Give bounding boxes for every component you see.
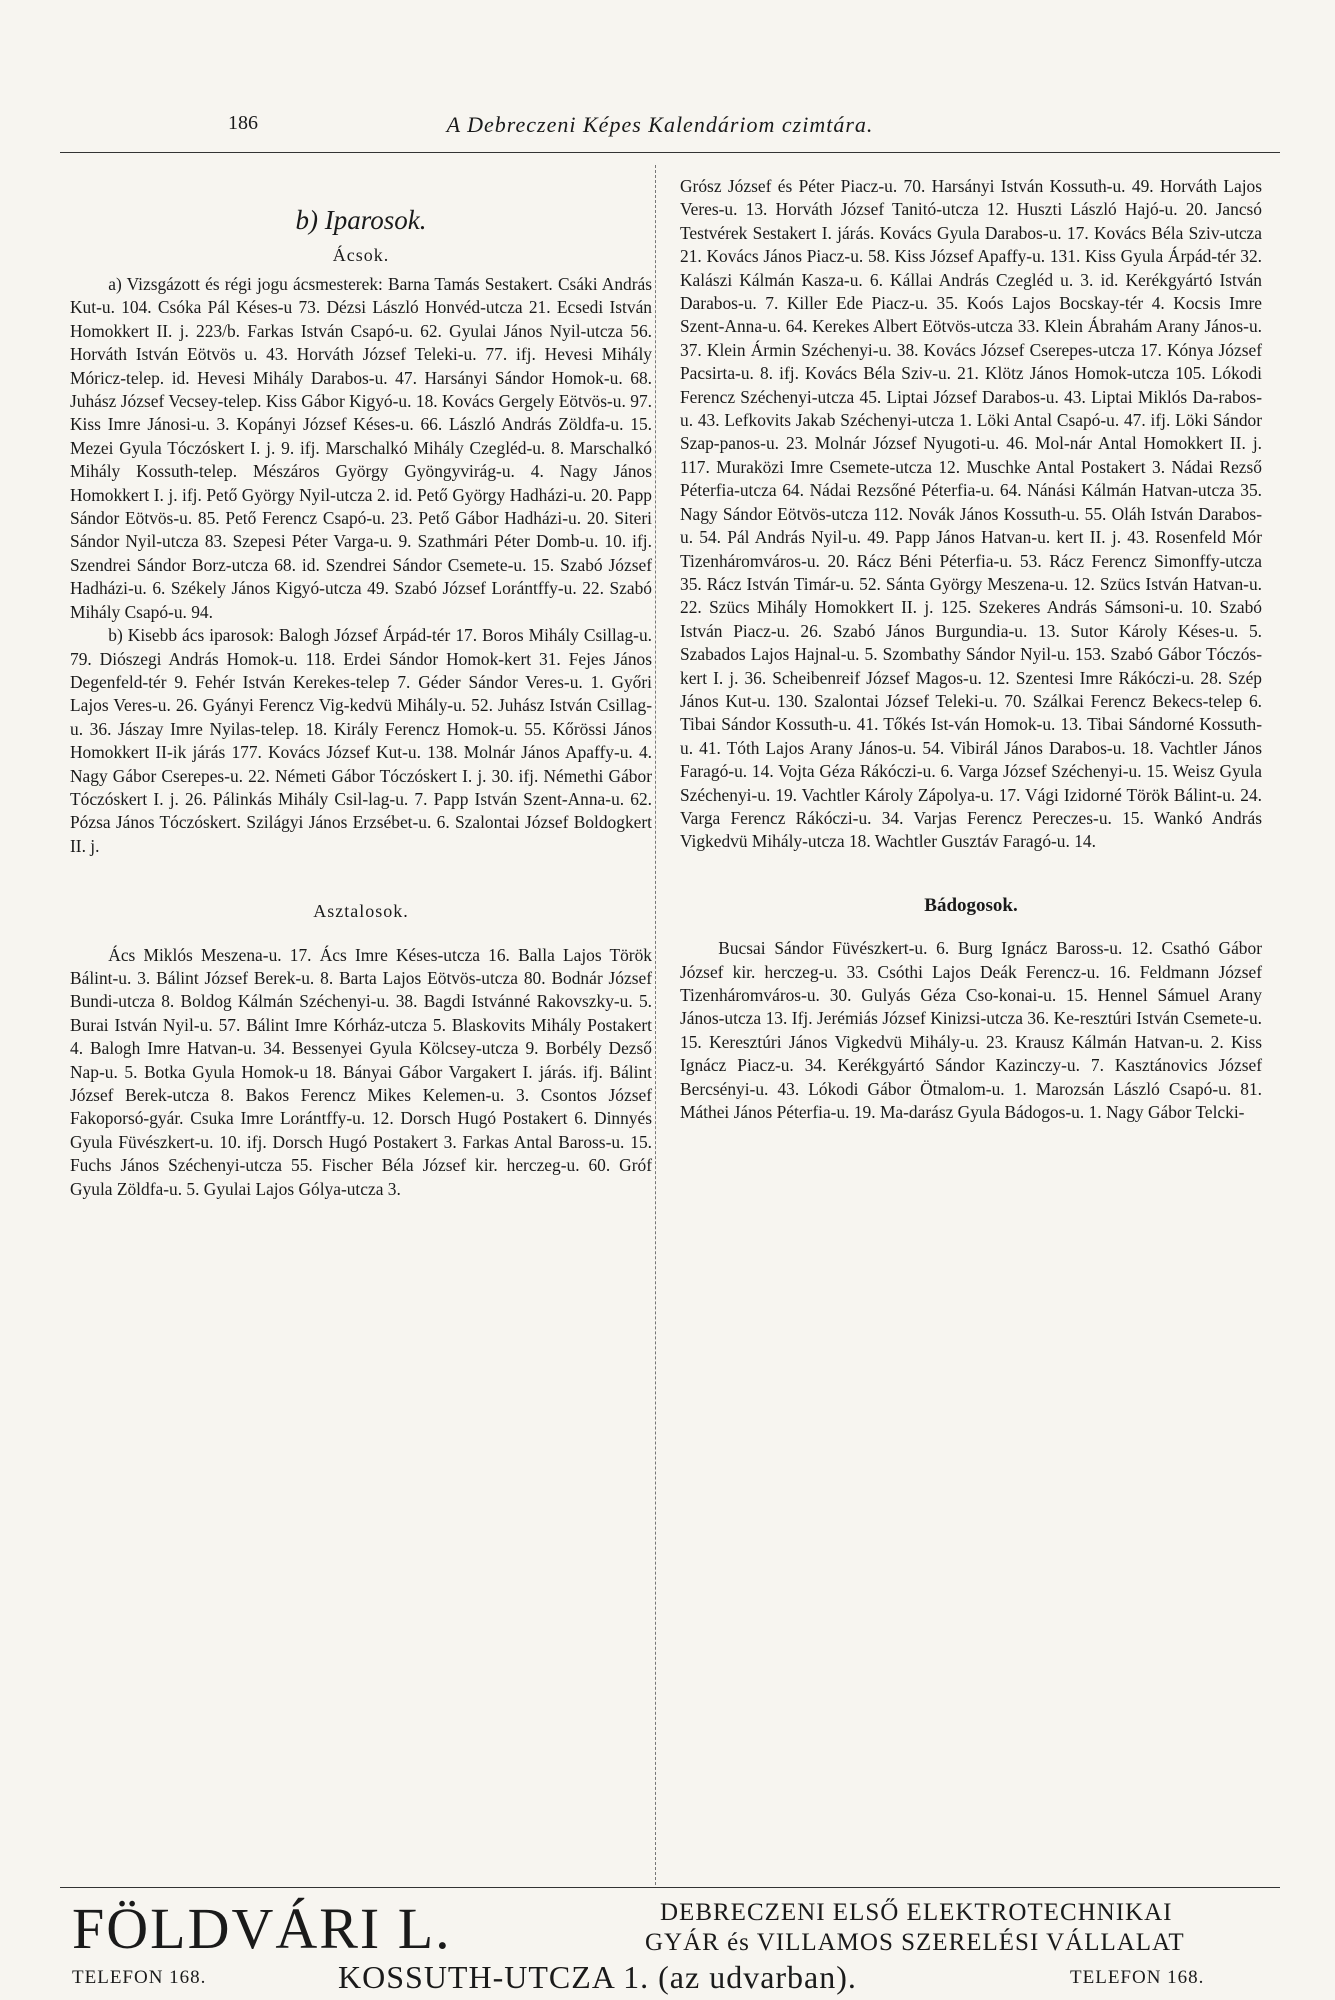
right-column <box>680 175 1262 1124</box>
asztalosok-paragraph: Ács Miklós Meszena-u. 17. Ács Imre Késes-utcza 16. Balla Lajos Török Bálint-u. 3. Bálint József Berek-u. 8. Barta Lajos Eötvös-utcza 80. Bodnár József Bundi-utcza 8. Boldog Kálmán Széchenyi-u. 38. Bagdi Istvánné Rakovszky-u. 5. Burai István Nyil-u. 57. Bálint Imre Kórház-utcza 5. Blaskovits Mihály Postakert 4. Balogh Imre Hatvan-u. 34. Bessenyei Gyula Kölcsey-utcza 9. Borbély Dezső Nap-u. 5. Botka Gyula Homok-u 18. Bányai Gábor Vargakert I. járás. ifj. Bálint József Berek-utcza 8. Bakos Ferencz Mikes Kelemen-u. 3. Csontos József Fakoporsó-gyár. Csuka Imre Lorántffy-u. 12. Dorsch Hugó Postakert 6. Dinnyés Gyula Füvészkert-u. 10. ifj. Dorsch Hugó Postakert 3. Farkas Antal Baross-u. 15. Fuchs János Széchenyi-utcza 55. Fischer Béla József kir. herczeg-u. 60. Gróf Gyula Zöldfa-u. 5. Gyulai Lajos Gólya-utcza 3. <box>70 944 652 1199</box>
header-rule <box>60 152 1280 153</box>
badogosok-paragraph: Bucsai Sándor Füvészkert-u. 6. Burg Ignácz Baross-u. 12. Csathó Gábor József kir. herczeg-u. 33. Csóthi Lajos Deák Ferencz-u. 16. Feldmann József Tizenháromváros-u. 30. Gulyás Géza Cso-konai-u. 15. Hennel Sámuel Arany János-utcza 13. Ifj. Jerémiás József Kinizsi-utcza 36. Ke-resztúri István Csemete-u. 15. Keresztúri János Vigkedvü Mihály-u. 23. Krausz Kálmán Hatvan-u. 2. Kiss Ignácz Piacz-u. 34. Kerékgyártó Sándor Kazinczy-u. 7. Kasztánovics József Bercsényi-u. 43. Lókodi Gábor Ötmalom-u. 1. Marozsán László Csapó-u. 81. Máthei János Péterfia-u. 19. Ma-darász Gyula Bádogos-u. 1. Nagy Gábor Telcki- <box>680 938 1262 1123</box>
page-header <box>60 112 1260 142</box>
acsok-paragraph-a: a) Vizsgázott és régi jogu ácsmesterek: Barna Tamás Sestakert. Csáki András Kut-u. 104. Csóka Pál Késes-u 73. Dézsi László Honvéd-utcza 21. Ecsedi István Homokkert II. j. 223/b. Farkas István Csapó-u. 62. Gyulai János Nyil-utcza 56. Horváth István Eötvös u. 43. Horváth József Teleki-u. 77. ifj. Hevesi Mihály Móricz-telep. id. Hevesi Mihály Darabos-u. 47. Harsányi Sándor Homok-u. 68. Juhász József Vecsey-telep. Kiss Gábor Kigyó-u. 18. Kovács Gergely Eötvös-u. 97. Kiss Imre Jánosi-u. 3. Kopányi József Késes-u. 66. László András Zöldfa-u. 15. Mezei Gyula Tóczóskert I. j. 9. ifj. Marschalkó Mihály Czegléd-u. 8. Marschalkó Mihály Kossuth-telep. Mészáros György Gyöngyvirág-u. 4. Nagy János Homokkert I. j. ifj. Pető György Nyil-utcza 2. id. Pető György Hadházi-u. 20. Papp Sándor Eötvös-u. 85. Pető Ferencz Csapó-u. 23. Pető Gábor Hadházi-u. 20. Siteri Sándor Nyil-utcza 83. Szepesi Péter Varga-u. 9. Szathmári Péter Domb-u. 10. ifj. Szendrei Sándor Borz-utcza 68. id. Szendrei Sándor Csemete-u. 15. Szabó József Hadházi-u. 6. Székely János Kigyó-utcza 49. Szabó József Lorántffy-u. 22. Szabó Mihály Csapó-u. 94. <box>70 274 652 622</box>
ad-brand: FÖLDVÁRI L. <box>72 1896 452 1961</box>
ad-rule <box>60 1887 1280 1888</box>
section-title-iparosok: b) Iparosok. <box>295 205 427 235</box>
section-title-badogosok: Bádogosok. <box>924 894 1018 916</box>
left-column <box>70 175 652 1201</box>
section-title-asztalosok: Asztalosok. <box>313 901 409 922</box>
ad-phone-left: TELEFON 168. <box>72 1967 207 1988</box>
ad-address: KOSSUTH-UTCZA 1. (az udvarban). <box>338 1959 857 1995</box>
acsok-paragraph-b: b) Kisebb ács iparosok: Balogh József Árpád-tér 17. Boros Mihály Csillag-u. 79. Diószegi András Homok-u. 118. Erdei Sándor Homok-kert 31. Fejes János Degenfeld-tér 9. Fehér István Kerekes-telep 7. Géder Sándor Veres-u. 1. Győri Lajos Veres-u. 26. Gyányi Ferencz Vig-kedvü Mihály-u. 52. Juhász István Csillag-u. 36. Jászay Imre Nyilas-telep. 18. Király Ferencz Homok-u. 55. Kőrössi János Homokkert II-ik járás 177. Kovács József Kut-u. 138. Molnár János Apaffy-u. 4. Nagy Gábor Cserepes-u. 22. Németi Gábor Tóczóskert I. j. 30. ifj. Némethi Gábor Tóczóskert I. j. 26. Pálinkás Mihály Csil-lag-u. 7. Papp István Szent-Anna-u. 62. Pózsa János Tóczóskert. Szilágyi János Erzsébet-u. 6. Szalontai József Boldogkert II. j. <box>70 625 652 856</box>
advertisement <box>60 1895 1280 1995</box>
ad-tagline-1: DEBRECZENI ELSŐ ELEKTROTECHNIKAI <box>660 1899 1173 1926</box>
ad-tagline-2: GYÁR és VILLAMOS SZERELÉSI VÁLLALAT <box>645 1929 1185 1956</box>
column-divider <box>655 165 656 1885</box>
ad-phone-right: TELEFON 168. <box>1070 1967 1205 1988</box>
asztalosok-continuation: Grósz József és Péter Piacz-u. 70. Harsányi István Kossuth-u. 49. Horváth Lajos Veres-u. 13. Horváth József Tanitó-utcza 12. Huszti László Hajó-u. 20. Jancsó Testvérek Sestakert I. járás. Kovács Gyula Darabos-u. 17. Kovács Béla Sziv-utcza 21. Kovács János Piacz-u. 58. Kiss József Apaffy-u. 131. Kiss Gyula Árpád-tér 32. Kalászi Kálmán Kasza-u. 6. Kállai András Czegléd u. 3. id. Kerékgyártó István Darabos-u. 7. Killer Ede Piacz-u. 35. Koós Lajos Bocskay-tér 4. Kocsis Imre Szent-Anna-u. 64. Kerekes Albert Eötvös-utcza 33. Klein Ábrahám Arany János-u. 37. Klein Ármin Széchenyi-u. 38. Kovács József Cserepes-utcza 17. Kónya József Pacsirta-u. 8. ifj. Kovács Béla Sziv-u. 21. Klötz János Homok-utcza 105. Lókodi Ferencz Széchenyi-utcza 45. Liptai József Darabos-u. 43. Liptai Miklós Da-rabos-u. 43. Lefkovits Jakab Széchenyi-utcza 1. Löki Antal Csapó-u. 47. ifj. Löki Sándor Szap-panos-u. 23. Molnár József Nyugoti-u. 46. Mol-nár Antal Homokkert II. j. 117. Muraközi Imre Csemete-utcza 12. Muschke Antal Postakert 3. Nádai Rezső Péterfia-utcza 64. Nádai Rezsőné Péterfia-u. 64. Nánási Kálmán Hatvan-utcza 35. Nagy Sándor Eötvös-utcza 112. Novák János Kossuth-u. 55. Oláh István Darabos-u. 54. Pál András Nyil-u. 49. Papp János Hatvan-u. kert II. j. 43. Rosenfeld Mór Tizenháromváros-u. 20. Rácz Béni Péterfia-u. 53. Rácz Ferencz Simonffy-utcza 35. Rácz István Timár-u. 52. Sánta György Meszena-u. 12. Szücs István Hatvan-u. 22. Szücs Mihály Homokkert II. j. 125. Szekeres András Sámsoni-u. 10. Szabó István Piacz-u. 26. Szabó János Burgundia-u. 13. Sutor Károly Késes-u. 5. Szabados Lajos Hajnal-u. 5. Szombathy Sándor Nyil-u. 153. Szabó Gábor Tóczós-kert I. j. 36. Scheibenreif József Magos-u. 12. Szentesi Imre Rákóczi-u. 28. Szép János Kut-u. 130. Szalontai József Teleki-u. 70. Szálkai Ferencz Bekecs-telep 6. Tibai Sándor Kossuth-u. 41. Tőkés Ist-ván Homok-u. 13. Tibai Sándorné Kossuth-u. 41. Tóth Lajos Arany János-u. 54. Vibirál János Darabos-u. 18. Vachtler János Faragó-u. 14. Vojta Géza Rákóczi-u. 6. Varga József Széchenyi-u. 15. Weisz Gyula Széchenyi-u. 19. Vachtler Károly Zápolya-u. 17. Vági Izidorné Török Bálint-u. 24. Varga Ferencz Rákóczi-u. 34. Varjas Ferencz Pereczes-u. 15. Wankó András Vigkedvü Mihály-utcza 18. Wachtler Gusztáv Faragó-u. 14. <box>680 176 1262 852</box>
page-number: 186 <box>228 112 258 134</box>
subsection-title-acsok: Ácsok. <box>332 245 390 265</box>
running-title: A Debreczeni Képes Kalendáriom czimtára. <box>446 112 874 137</box>
